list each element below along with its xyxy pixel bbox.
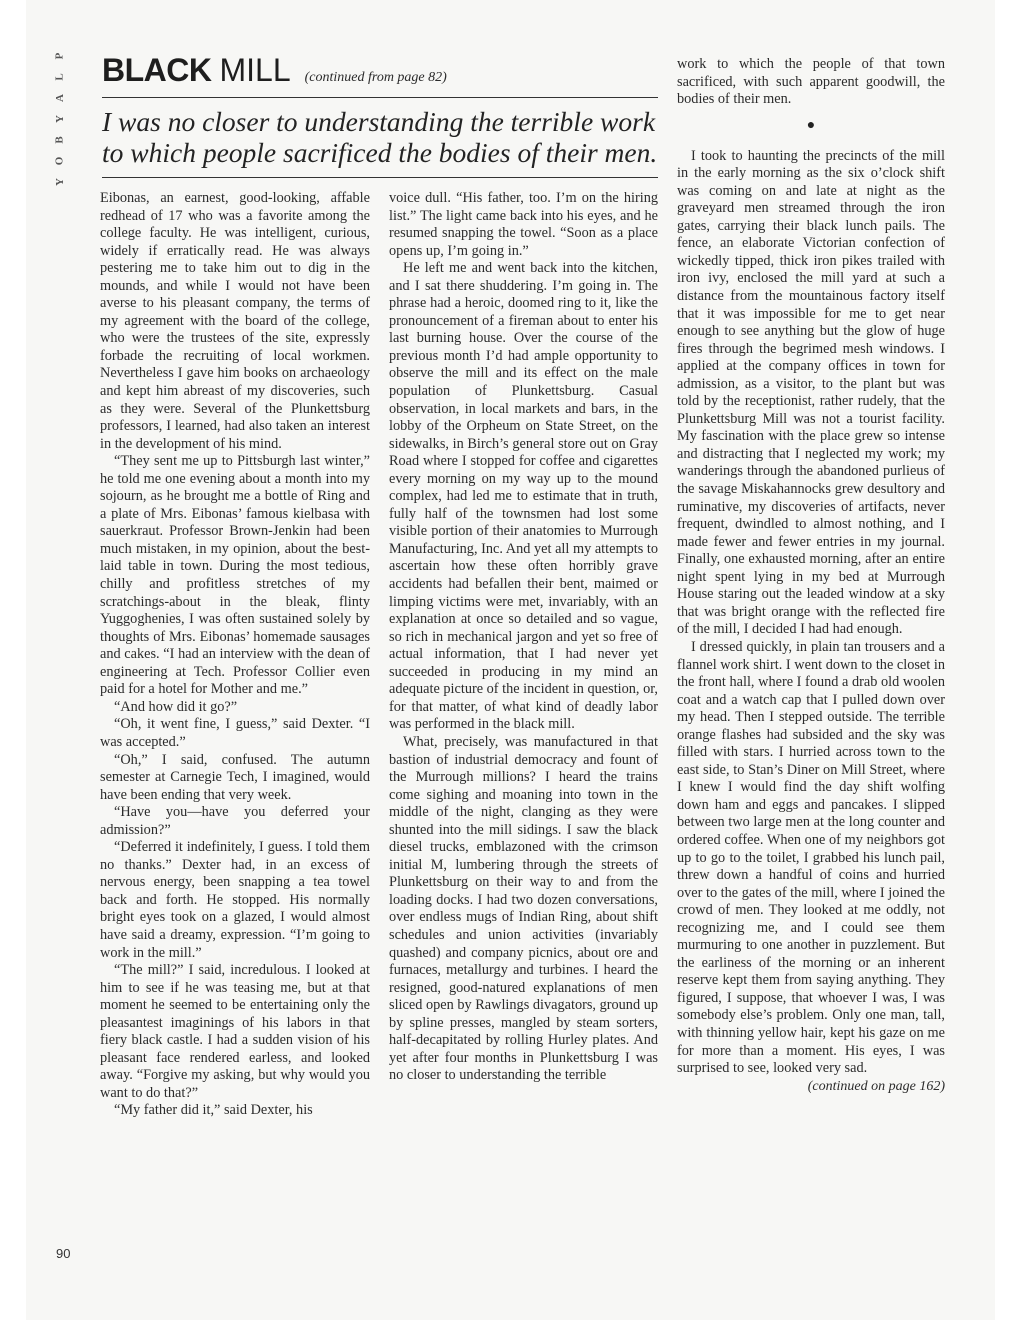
paragraph: voice dull. “His father, too. I’m on the hiring list.” The light came back into his eyes, and he resumed snapping the towel. “Soon as a place opens up, I’m going in.” [389, 190, 658, 259]
side-letter: O [53, 155, 66, 166]
side-letter: P [53, 51, 66, 60]
side-letter: B [53, 135, 66, 144]
paragraph: “Deferred it indefinitely, I guess. I told them no thanks.” Dexter had, in an excess of nervous energy, been snapping a tea towel back and forth. He stopped. His normally bright eyes took on a glazed, I would almost have said a dreamy, expression. “I’m going to work in the mill.” [100, 839, 370, 961]
body-column-right [677, 56, 945, 1095]
title-rule [102, 97, 658, 98]
paragraph: “Oh,” I said, confused. The autumn semester at Carnegie Tech, I imagined, would have been ending that very week. [100, 751, 370, 803]
side-letter: Y [53, 114, 66, 123]
paragraph: “They sent me up to Pittsburgh last winter,” he told me one evening about a month into my sojourn, as he brought me a bottle of Ring and a plate of Mrs. Eibonas’ famous kielbasa with sauerkraut. Professor Brown-Jenkin had been much mistaken, in my opinion, about the best-laid table in town. During the most tedious, chilly and profitless stretches of my scratchings-about in the bleak, flinty Yuggoghenies, I was often sustained solely by thoughts of Mrs. Eibonas’ homemade sausages and cakes. “I had an interview with the dean of engineering at Tech. Professor Collier even paid for a hotel for Mother and me.” [100, 453, 370, 698]
continued-on-note: (continued on page 162) [807, 1078, 945, 1094]
pull-quote-deck: I was no closer to understanding the terrible work to which people sacrificed the bodies of their men. [102, 106, 658, 168]
title-light: MILL [219, 52, 291, 88]
paragraph: Eibonas, an earnest, good-looking, affable redhead of 17 who was a favorite among the college faculty. He was intelligent, curious, widely if erratically read. He was always pestering me to take him out to dig in the mounds, and while I would not have been averse to his pleasant company, the terms of my agreement with the board of the college, who were the trustees of the site, expressly forbade the recruiting of local workmen. Nevertheless I gave him books on archaeology and kept him abreast of my discoveries, such as they were. Several of the Plunkettsburg professors, I learned, had also taken an interest in the development of his mind. [100, 190, 370, 452]
side-letter: Y [53, 177, 66, 186]
paragraph: “And how did it go?” [114, 698, 238, 715]
paragraph: “The mill?” I said, incredulous. I looked at him to see if he was teasing me, but at that moment he seemed to be entertaining only the pleasantest imaginings of his labors in that fiery black castle. I had a sudden vision of his pleasant face rendered earless, and looked away. “Forgive my asking, but why would you want to do that?” [100, 962, 370, 1101]
article-title [102, 52, 658, 96]
paragraph: “Oh, it went fine, I guess,” said Dexter. “I was accepted.” [100, 716, 370, 750]
paragraph: I dressed quickly, in plain tan trousers and a flannel work shirt. I went down to the closet in the front hall, where I found a drab old woolen coat and a watch cap that I pulled down over my head. Then I stepped outside. The terrible orange flashes had subsided and the sky was filled with stars. I hurried across town to the east side, to Stan’s Diner on Mill Street, where I knew I would find the day shift wolfing down ham and eggs and pancakes. I slipped between two large men at the long counter and ordered coffee. When one of my neighbors got up to go to the toilet, I grabbed his lunch pail, threw down a handful of coins and hurried over to the gates of the mill, where I joined the crowd of men. They looked at me oddly, not recognizing me, and I could see them murmuring to one another in puzzlement. But the earliness of the morning or an inherent reserve kept them from saying anything. They figured, I suppose, that whoever I was, I was somebody else’s problem. Only one man, tall, with thinning yellow hair, kept his gaze on me for more than a moment. His eyes, I was surprised to see, looked very sad. [677, 638, 945, 1077]
paragraph: work to which the people of that town sacrificed, with such apparent goodwill, the bodies of their men. [677, 56, 945, 108]
body-column-left [100, 190, 370, 1120]
continued-from-note: (continued from page 82) [304, 70, 447, 85]
side-letter: L [53, 72, 66, 81]
paragraph: What, precisely, was manufactured in that bastion of industrial democracy and fount of the Murrough millions? I heard the trains come sighing and moaning into town in the middle of the night, clanging as they were shunted into the mill sidings. I saw the black diesel trucks, emblazoned with the crimson initial M, lumbering through the streets of Plunkettsburg on their way to and from the loading docks. I had two dozen conversations, over endless mugs of Indian Ring, about shift schedules and union activities (invariably quashed) and company picnics, about ore and furnaces, metallurgy and turbines. I heard the resigned, good-natured explanations of men sliced open by Rawlings divagators, ground up by spline presses, mangled by steam sorters, half-decapitated by rolling Hurley plates. And yet after four months in Plunkettsburg I was no closer to understanding the terrible [389, 733, 658, 1084]
body-column-middle [389, 190, 658, 1085]
section-break-bullet: ● [806, 117, 816, 133]
side-letter: A [53, 93, 66, 102]
paragraph: “Have you—have you deferred your admission?” [100, 804, 370, 838]
page-number: 90 [56, 1246, 71, 1261]
deck-rule [102, 177, 658, 178]
title-bold: BLACK [102, 52, 212, 88]
paragraph: He left me and went back into the kitchen, and I sat there shuddering. I’m going in. The phrase had a heroic, doomed ring to it, like the pronouncement of a fireman about to enter his last burning house. Over the course of the previous month I’d had ample opportunity to observe the mill and its effect on the male population of Plunkettsburg. Casual observation, in local markets and bars, in the lobby of the Orpheum on State Street, on the sidewalks, in Birch’s general store out on Gray Road where I stopped for coffee and cigarettes every morning on my way up to the mound complex, had led me to estimate that in truth, fully half of the townsmen had lost some visible portion of their anatomies to Murrough Manufacturing, Inc. And yet all my attempts to ascertain how these often horribly grave accidents had befallen their bent, maimed or limping victims were met, invariably, with an explanation at once so detailed and so vague, so rich in mechanical jargon and yet so free of actual information, that I had never yet succeeded in producing in my mind an adequate picture of the incident in question, or, for that matter, of what kind of deadly labor was performed in the black mill. [389, 260, 658, 733]
paragraph: “My father did it,” said Dexter, his [114, 1102, 313, 1119]
magazine-side-label [52, 46, 68, 191]
paragraph: I took to haunting the precincts of the mill in the early morning as the six o’clock shift was coming on and late at night as the graveyard men streamed through the iron gates, carrying their black lunch pails. The fence, an elaborate Victorian confection of wickedly tipped, thick iron pikes trailed with iron ivy, enclosed the mill yard at such a distance from the mountainous factory itself that it was impossible for me to get near enough to see anything but the glow of huge fires through the begrimed mesh windows. I applied at the company offices in town for admission, as a visitor, to the plant but was told by the receptionist, rather rudely, that the Plunkettsburg Mill was not a tourist facility. My fascination with the place grew so intense and distracting that I neglected my work; my wanderings through the abandoned purlieus of the savage Miskahannocks grew desultory and ruminative, my discoveries of artifacts, never frequent, dwindled to almost nothing, and I made fewer and fewer entries in my journal. Finally, one exhausted morning, after an entire night spent lying in my bed at Murrough House staring out the leaded window at a sky that was bright orange with the reflected fire of the mill, I decided I had had enough. [677, 147, 945, 638]
